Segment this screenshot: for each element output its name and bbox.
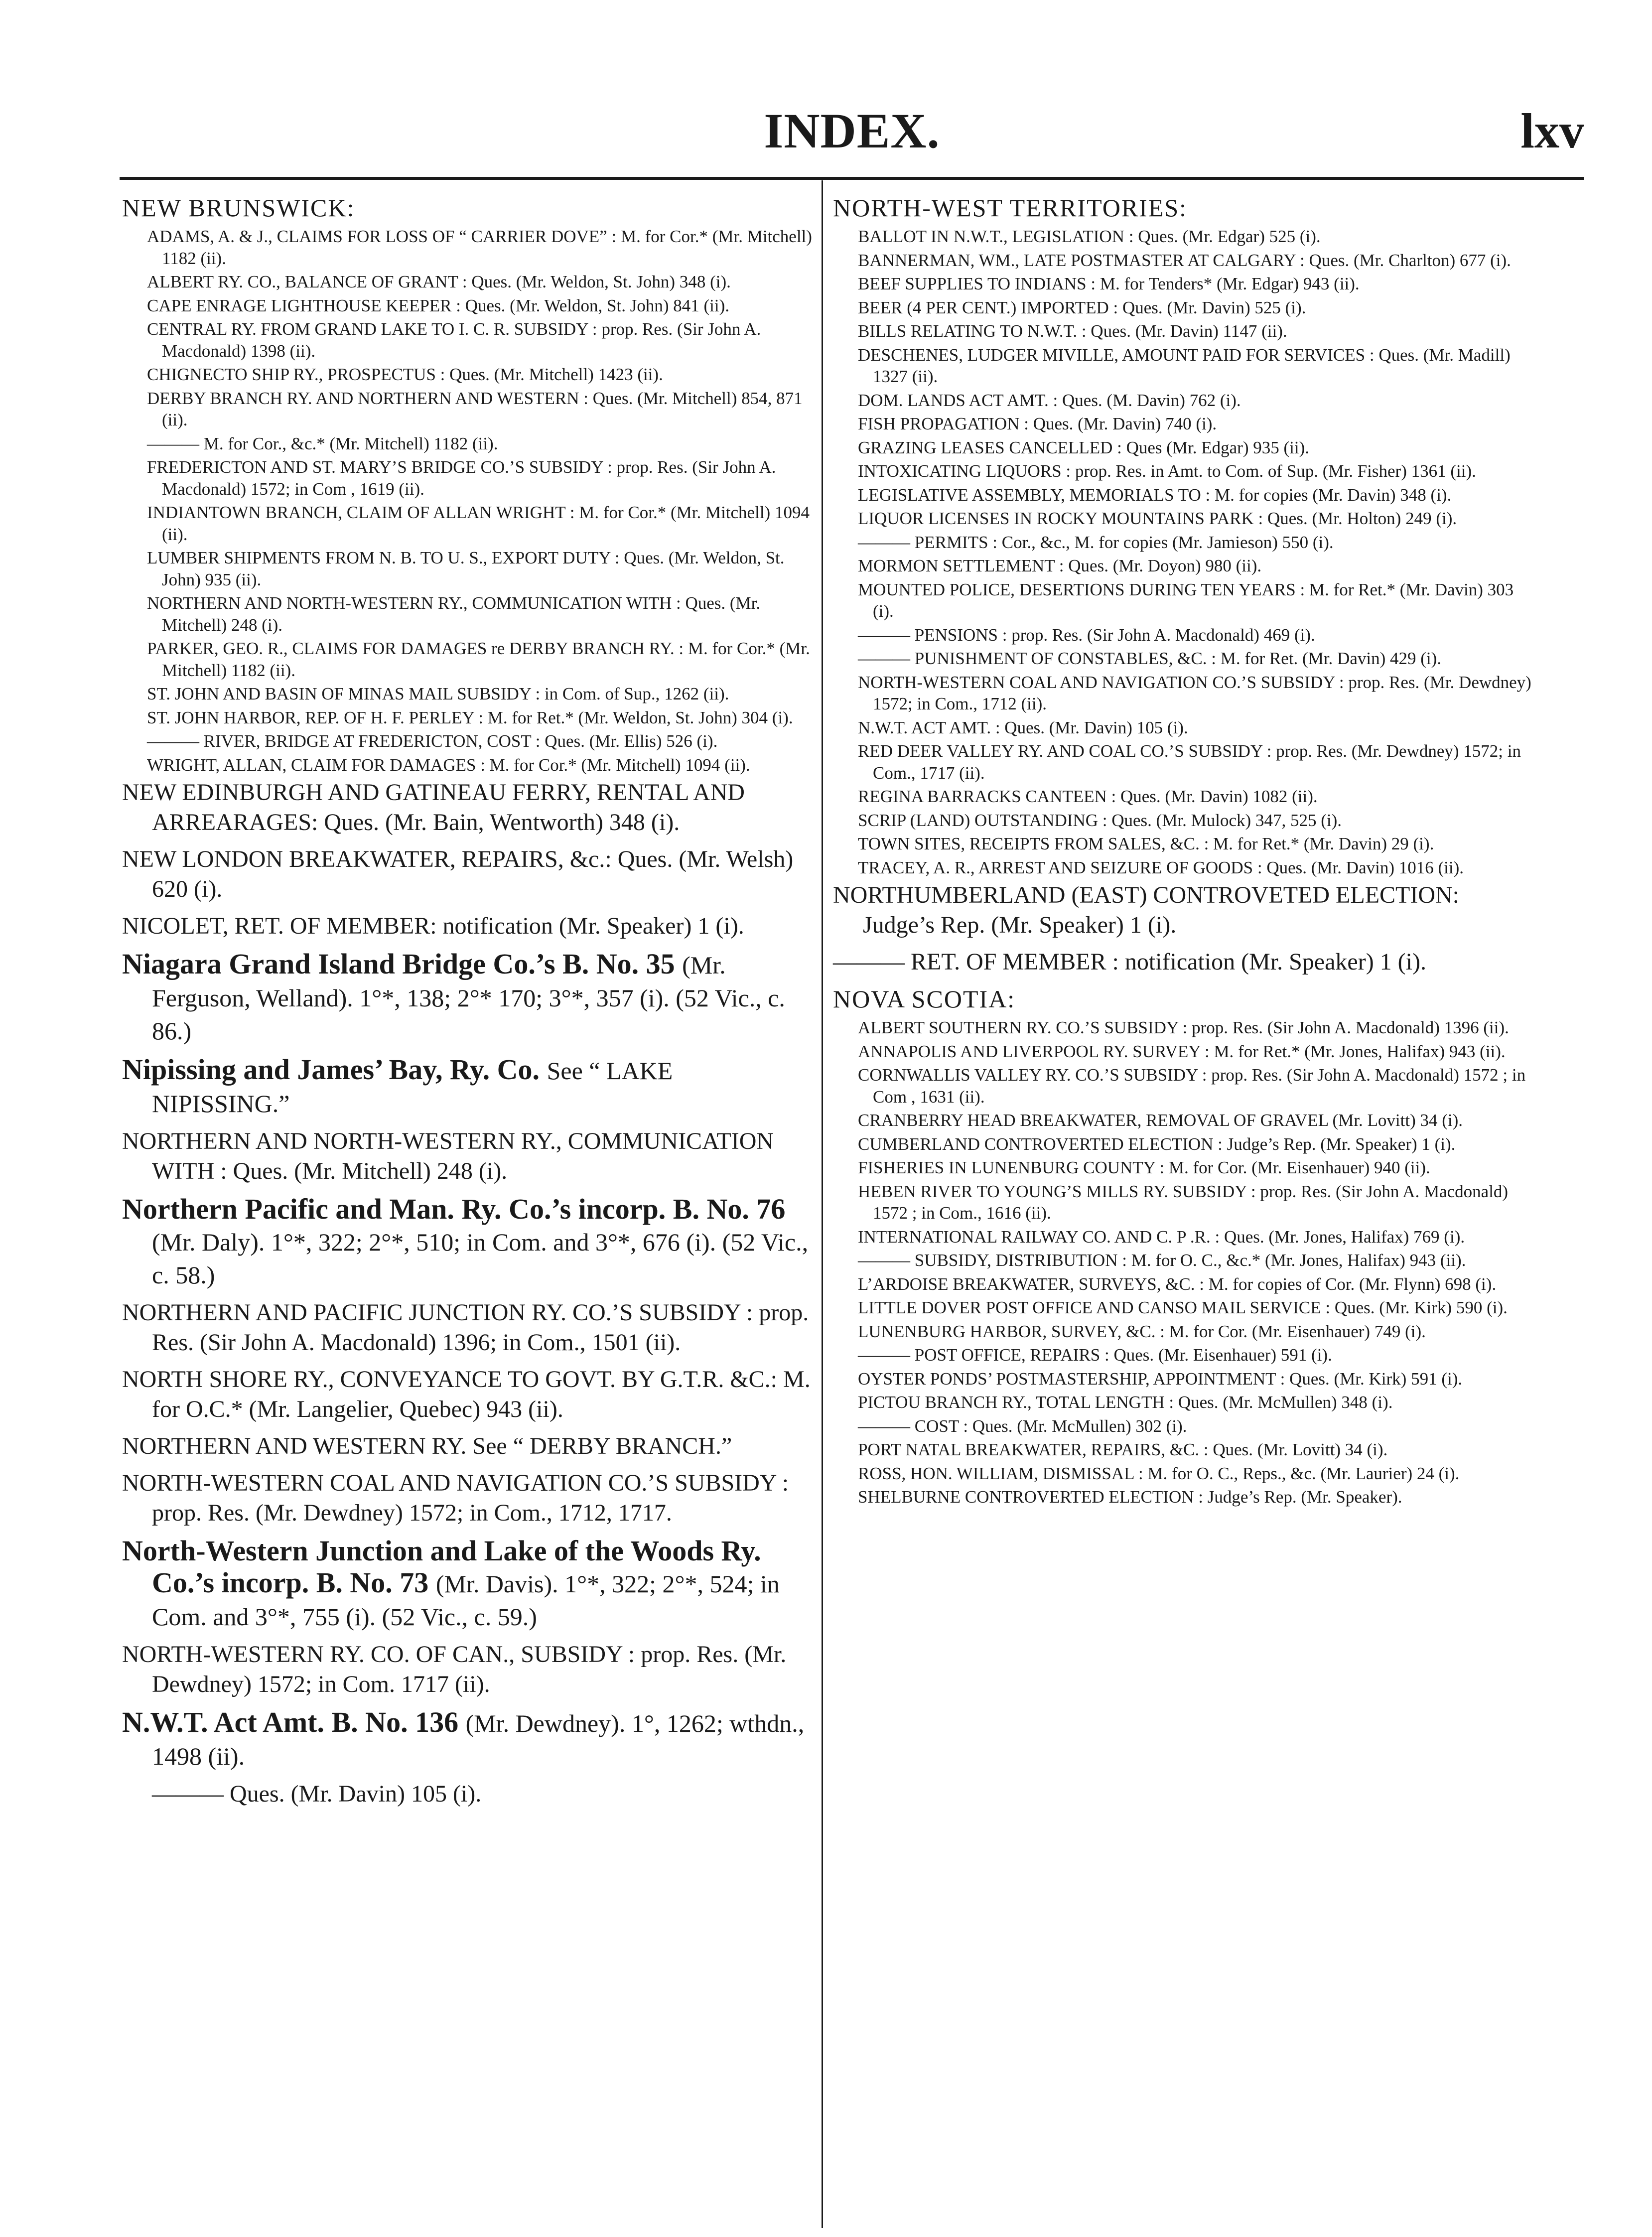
index-entry: FISH PROPAGATION : Ques. (Mr. Davin) 740 (i).	[858, 414, 1217, 433]
index-entry: TOWN SITES, RECEIPTS FROM SALES, &C. : M. for Ret.* (Mr. Davin) 29 (i).	[858, 834, 1434, 853]
index-entry: NORTH SHORE RY., CONVEYANCE TO GOVT. BY G.T.R. &C.: M. for O.C.* (Mr. Langelier, Quebec) 943 (ii).	[122, 1366, 811, 1422]
index-entry: ALBERT SOUTHERN RY. CO.’S SUBSIDY : prop. Res. (Sir John A. Macdonald) 1396 (ii).	[858, 1018, 1509, 1037]
index-entry: NORTH-WESTERN RY. CO. OF CAN., SUBSIDY : prop. Res. (Mr. Dewdney) 1572; in Com. 1717 (ii).	[122, 1641, 787, 1697]
left-bold-entries-3	[122, 1535, 812, 1633]
section-heading-nova-scotia: NOVA SCOTIA:	[833, 985, 1016, 1013]
bill-entry	[122, 948, 812, 1047]
section-heading-north-west-territories: NORTH-WEST TERRITORIES:	[833, 194, 1188, 222]
index-entry: GRAZING LEASES CANCELLED : Ques (Mr. Edgar) 935 (ii).	[858, 437, 1310, 457]
index-entry: ——— PUNISHMENT OF CONSTABLES, &C. : M. for Ret. (Mr. Davin) 429 (i).	[858, 649, 1442, 668]
index-entry: PORT NATAL BREAKWATER, REPAIRS, &C. : Ques. (Mr. Lovitt) 34 (i).	[858, 1440, 1388, 1459]
index-entry: NEW EDINBURGH AND GATINEAU FERRY, RENTAL AND ARREARAGES: Ques. (Mr. Bain, Wentworth) 348 (i).	[122, 779, 745, 836]
index-entry: CUMBERLAND CONTROVERTED ELECTION : Judge’s Rep. (Mr. Speaker) 1 (i).	[858, 1134, 1456, 1154]
index-entry: NORTHERN AND NORTH-WESTERN RY., COMMUNICATION WITH : Ques. (Mr. Mitchell) 248 (i).	[122, 1128, 774, 1184]
index-entry: L’ARDOISE BREAKWATER, SURVEYS, &C. : M. for copies of Cor. (Mr. Flynn) 698 (i).	[858, 1274, 1497, 1294]
index-entry: ROSS, HON. WILLIAM, DISMISSAL : M. for O. C., Reps., &c. (Mr. Laurier) 24 (i).	[858, 1463, 1460, 1483]
north-west-territories-entries	[833, 226, 1533, 878]
index-entry: SCRIP (LAND) OUTSTANDING : Ques. (Mr. Mulock) 347, 525 (i).	[858, 810, 1342, 830]
left-big-entries-2	[122, 1126, 812, 1186]
index-entry: N.W.T. ACT AMT. : Ques. (Mr. Davin) 105 (i).	[858, 717, 1188, 737]
left-big-entries	[122, 778, 812, 941]
page-header	[120, 102, 1584, 167]
bill-title: N.W.T. Act Amt. B. No. 136	[122, 1706, 459, 1738]
index-entry: ——— PENSIONS : prop. Res. (Sir John A. Macdonald) 469 (i).	[858, 625, 1315, 645]
index-entry: MORMON SETTLEMENT : Ques. (Mr. Doyon) 980 (ii).	[858, 556, 1262, 575]
bill-entry	[122, 1535, 812, 1633]
index-entry: TRACEY, A. R., ARREST AND SEIZURE OF GOODS : Ques. (Mr. Davin) 1016 (ii).	[858, 857, 1464, 877]
index-entry: ——— M. for Cor., &c.* (Mr. Mitchell) 1182 (ii).	[147, 433, 498, 453]
index-entry: HEBEN RIVER TO YOUNG’S MILLS RY. SUBSIDY : prop. Res. (Sir John A. Macdonald) 1572 ; in Com., 1616 (ii).	[858, 1181, 1509, 1223]
index-entry: BALLOT IN N.W.T., LEGISLATION : Ques. (Mr. Edgar) 525 (i).	[858, 227, 1321, 246]
index-entry: ——— SUBSIDY, DISTRIBUTION : M. for O. C., &c.* (Mr. Jones, Halifax) 943 (ii).	[858, 1251, 1466, 1270]
index-entry: ANNAPOLIS AND LIVERPOOL RY. SURVEY : M. for Ret.* (Mr. Jones, Halifax) 943 (ii).	[858, 1041, 1506, 1061]
index-entry: NORTH-WESTERN COAL AND NAVIGATION CO.’S SUBSIDY : prop. Res. (Mr. Dewdney) 1572; in Com., 1712 (ii).	[858, 672, 1531, 713]
bill-title: Niagara Grand Island Bridge Co.’s B. No. 35	[122, 948, 675, 980]
bill-entry	[122, 1054, 812, 1119]
index-entry: ALBERT RY. CO., BALANCE OF GRANT : Ques. (Mr. Weldon, St. John) 348 (i).	[147, 272, 731, 291]
index-entry: INTERNATIONAL RAILWAY CO. AND C. P .R. : Ques. (Mr. Jones, Halifax) 769 (i).	[858, 1227, 1465, 1247]
column-divider	[822, 180, 823, 2228]
nova-scotia-entries	[833, 1017, 1533, 1508]
index-entry: INTOXICATING LIQUORS : prop. Res. in Amt. to Com. of Sup. (Mr. Fisher) 1361 (ii).	[858, 461, 1476, 481]
index-entry: NORTHERN AND PACIFIC JUNCTION RY. CO.’S SUBSIDY : prop. Res. (Sir John A. Macdonald) 1396; in Com., 1501 (ii).	[122, 1299, 809, 1356]
bill-title: Nipissing and James’ Bay, Ry. Co.	[122, 1053, 540, 1086]
bill-title: Northern Pacific and Man. Ry. Co.’s incorp. B. No. 76	[122, 1193, 786, 1225]
index-entry: CAPE ENRAGE LIGHTHOUSE KEEPER : Ques. (Mr. Weldon, St. John) 841 (ii).	[147, 295, 729, 315]
bill-details: See “ LAKE NIPISSING.”	[152, 1057, 673, 1118]
index-entry: ST. JOHN HARBOR, REP. OF H. F. PERLEY : M. for Ret.* (Mr. Weldon, St. John) 304 (i).	[147, 707, 793, 727]
left-bold-entries-2	[122, 1193, 812, 1291]
index-entry: CORNWALLIS VALLEY RY. CO.’S SUBSIDY : prop. Res. (Sir John A. Macdonald) 1572 ; in Com , 1631 (ii).	[858, 1065, 1526, 1107]
bill-entry	[122, 1193, 812, 1291]
index-entry: INDIANTOWN BRANCH, CLAIM OF ALLAN WRIGHT : M. for Cor.* (Mr. Mitchell) 1094 (ii).	[147, 503, 810, 544]
index-entry: BEER (4 PER CENT.) IMPORTED : Ques. (Mr. Davin) 525 (i).	[858, 297, 1306, 317]
index-entry: DOM. LANDS ACT AMT. : Ques. (M. Davin) 762 (i).	[858, 390, 1241, 410]
index-entry: ——— RET. OF MEMBER : notification (Mr. Speaker) 1 (i).	[833, 949, 1426, 975]
index-entry: LEGISLATIVE ASSEMBLY, MEMORIALS TO : M. for copies (Mr. Davin) 348 (i).	[858, 485, 1452, 505]
index-entry: SHELBURNE CONTROVERTED ELECTION : Judge’s Rep. (Mr. Speaker).	[858, 1487, 1402, 1507]
left-big-entries-4	[122, 1640, 812, 1699]
index-entry: ——— COST : Ques. (Mr. McMullen) 302 (i).	[858, 1416, 1187, 1436]
index-entry: LUNENBURG HARBOR, SURVEY, &C. : M. for Cor. (Mr. Eisenhauer) 749 (i).	[858, 1321, 1426, 1341]
index-entry: ADAMS, A. & J., CLAIMS FOR LOSS OF “ CARRIER DOVE” : M. for Cor.* (Mr. Mitchell) 1182 (ii).	[147, 227, 812, 268]
index-entry: LUMBER SHIPMENTS FROM N. B. TO U. S., EXPORT DUTY : Ques. (Mr. Weldon, St. John) 935 (ii).	[147, 548, 785, 589]
bill-details: (Mr. Davis). 1°*, 322; 2°*, 524; in Com. and 3°*, 755 (i). (52 Vic., c. 59.)	[152, 1570, 780, 1631]
bill-title: North-Western Junction and Lake of the Woods Ry. Co.’s incorp. B. No. 73	[122, 1535, 761, 1599]
index-entry: RED DEER VALLEY RY. AND COAL CO.’S SUBSIDY : prop. Res. (Mr. Dewdney) 1572; in Com., 1717 (ii).	[858, 741, 1521, 783]
index-entry: ——— Ques. (Mr. Davin) 105 (i).	[152, 1781, 482, 1807]
bill-details: (Mr. Daly). 1°*, 322; 2°*, 510; in Com. and 3°*, 676 (i). (52 Vic., c. 58.)	[152, 1228, 809, 1289]
bill-entry	[122, 1706, 812, 1772]
left-bold-entries-4	[122, 1706, 812, 1772]
index-entry: ——— POST OFFICE, REPAIRS : Ques. (Mr. Eisenhauer) 591 (i).	[858, 1345, 1332, 1365]
index-entry: CRANBERRY HEAD BREAKWATER, REMOVAL OF GRAVEL (Mr. Lovitt) 34 (i).	[858, 1111, 1463, 1130]
header-rule	[120, 177, 1584, 180]
index-entry: DERBY BRANCH RY. AND NORTHERN AND WESTERN : Ques. (Mr. Mitchell) 854, 871 (ii).	[147, 388, 803, 429]
index-entry: CENTRAL RY. FROM GRAND LAKE TO I. C. R. SUBSIDY : prop. Res. (Sir John A. Macdonald) 1398 (ii).	[147, 319, 761, 361]
index-entry: CHIGNECTO SHIP RY., PROSPECTUS : Ques. (Mr. Mitchell) 1423 (ii).	[147, 365, 663, 384]
index-entry: FREDERICTON AND ST. MARY’S BRIDGE CO.’S SUBSIDY : prop. Res. (Sir John A. Macdonald) 1572; in Com , 1619 (ii).	[147, 457, 776, 499]
index-entry: NORTH-WESTERN COAL AND NAVIGATION CO.’S SUBSIDY : prop. Res. (Mr. Dewdney) 1572; in Com., 1712, 1717.	[122, 1470, 789, 1526]
index-entry: BANNERMAN, WM., LATE POSTMASTER AT CALGARY : Ques. (Mr. Charlton) 677 (i).	[858, 250, 1511, 270]
index-entry: ——— RIVER, BRIDGE AT FREDERICTON, COST : Ques. (Mr. Ellis) 526 (i).	[147, 731, 718, 751]
page-number: lxv	[1520, 103, 1584, 158]
index-entry: BILLS RELATING TO N.W.T. : Ques. (Mr. Davin) 1147 (ii).	[858, 321, 1287, 341]
index-entry: NORTHERN AND WESTERN RY. See “ DERBY BRANCH.”	[122, 1433, 732, 1459]
right-column	[833, 191, 1533, 1510]
new-brunswick-entries	[122, 226, 812, 776]
bill-details: (Mr. Ferguson, Welland). 1°*, 138; 2°* 170; 3°*, 357 (i). (52 Vic., c. 86.)	[152, 951, 785, 1045]
index-entry: LITTLE DOVER POST OFFICE AND CANSO MAIL SERVICE : Ques. (Mr. Kirk) 590 (i).	[858, 1298, 1508, 1317]
left-bold-entries	[122, 948, 812, 1119]
section-heading-new-brunswick: NEW BRUNSWICK:	[122, 194, 355, 222]
index-entry: DESCHENES, LUDGER MIVILLE, AMOUNT PAID FOR SERVICES : Ques. (Mr. Madill) 1327 (ii).	[858, 345, 1511, 386]
page-title: INDEX.	[764, 103, 940, 158]
index-entry: NORTHUMBERLAND (EAST) CONTROVETED ELECTION: Judge’s Rep. (Mr. Speaker) 1 (i).	[833, 882, 1459, 938]
index-entry: NEW LONDON BREAKWATER, REPAIRS, &c.: Ques. (Mr. Welsh) 620 (i).	[122, 846, 794, 902]
index-entry: PARKER, GEO. R., CLAIMS FOR DAMAGES re DERBY BRANCH RY. : M. for Cor.* (Mr. Mitchell) 1182 (ii).	[147, 639, 810, 680]
bill-details: (Mr. Dewdney). 1°, 1262; wthdn., 1498 (ii).	[152, 1709, 805, 1770]
index-entry: BEEF SUPPLIES TO INDIANS : M. for Tenders* (Mr. Edgar) 943 (ii).	[858, 274, 1360, 293]
right-big-entries	[833, 880, 1533, 977]
left-column	[122, 191, 812, 1816]
index-entry: NORTHERN AND NORTH-WESTERN RY., COMMUNICATION WITH : Ques. (Mr. Mitchell) 248 (i).	[147, 593, 761, 635]
index-entry: OYSTER PONDS’ POSTMASTERSHIP, APPOINTMENT : Ques. (Mr. Kirk) 591 (i).	[858, 1369, 1463, 1389]
index-entry: MOUNTED POLICE, DESERTIONS DURING TEN YEARS : M. for Ret.* (Mr. Davin) 303 (i).	[858, 579, 1514, 621]
index-entry: LIQUOR LICENSES IN ROCKY MOUNTAINS PARK : Ques. (Mr. Holton) 249 (i).	[858, 509, 1457, 528]
index-entry: WRIGHT, ALLAN, CLAIM FOR DAMAGES : M. for Cor.* (Mr. Mitchell) 1094 (ii).	[147, 755, 750, 775]
index-entry: ——— PERMITS : Cor., &c., M. for copies (Mr. Jamieson) 550 (i).	[858, 532, 1334, 552]
left-big-entries-3	[122, 1298, 812, 1528]
index-entry: ST. JOHN AND BASIN OF MINAS MAIL SUBSIDY : in Com. of Sup., 1262 (ii).	[147, 684, 729, 703]
index-entry: NICOLET, RET. OF MEMBER: notification (Mr. Speaker) 1 (i).	[122, 913, 744, 939]
index-entry: REGINA BARRACKS CANTEEN : Ques. (Mr. Davin) 1082 (ii).	[858, 787, 1318, 806]
index-entry: PICTOU BRANCH RY., TOTAL LENGTH : Ques. (Mr. McMullen) 348 (i).	[858, 1393, 1393, 1412]
index-entry: FISHERIES IN LUNENBURG COUNTY : M. for Cor. (Mr. Eisenhauer) 940 (ii).	[858, 1158, 1430, 1177]
